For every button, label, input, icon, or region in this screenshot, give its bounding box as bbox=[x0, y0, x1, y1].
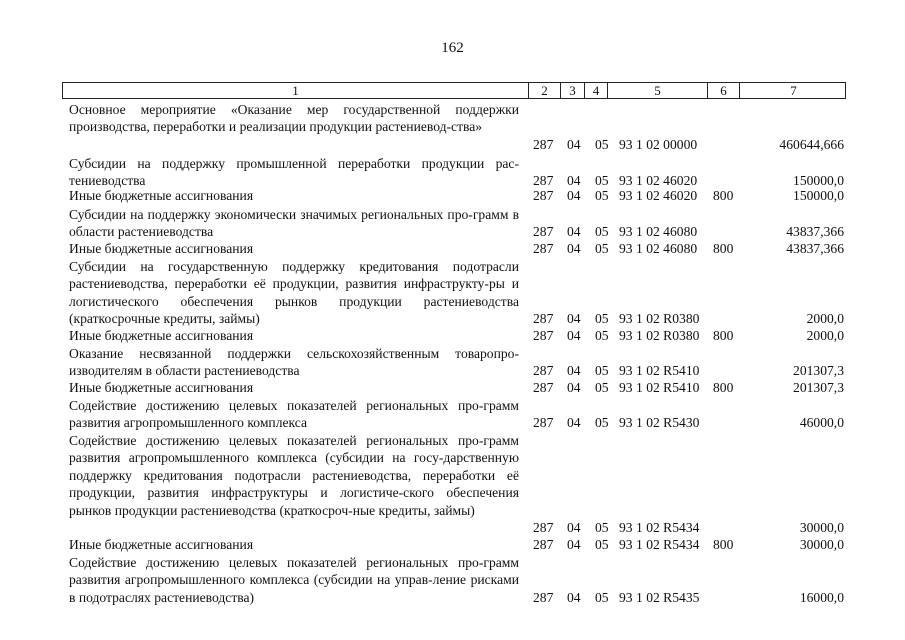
header-col-3: 3 bbox=[561, 83, 585, 98]
col-6-value: 800 bbox=[713, 537, 734, 552]
col-4-value: 05 bbox=[595, 328, 609, 343]
col-5-value: 93 1 02 46020 bbox=[619, 188, 698, 203]
header-col-2: 2 bbox=[529, 83, 561, 98]
row-description: Содействие достижению целевых показателей региональных про-грамм развития агропромышленного комплекса (субсидии на управ-ление рисками в подотраслях растениеводства) bbox=[69, 555, 519, 605]
col-3-value: 04 bbox=[567, 311, 581, 327]
col-2-value: 287 bbox=[533, 380, 554, 395]
col-5-value: 93 1 02 R5434 bbox=[619, 537, 700, 552]
col-7-value: 43837,366 bbox=[786, 241, 844, 256]
col-3-value: 04 bbox=[567, 328, 581, 343]
row-description: Иные бюджетные ассигнования bbox=[69, 241, 254, 256]
col-7-value: 2000,0 bbox=[806, 328, 844, 343]
col-4-value: 05 bbox=[595, 537, 609, 552]
col-5-value: 93 1 02 00000 bbox=[619, 136, 698, 152]
page-number: 162 bbox=[441, 40, 464, 56]
row-description: Субсидии на государственную поддержку кредитования подотрасли растениеводства, переработки её продукции, развития инфраструкту-ры и логистического обеспечения рынков продукции растениеводства (краткосрочные кредиты, займы) bbox=[69, 259, 519, 327]
header-col-1: 1 bbox=[63, 83, 529, 98]
col-7-value: 30000,0 bbox=[799, 520, 844, 535]
col-2-value: 287 bbox=[533, 173, 554, 189]
col-5-value: 93 1 02 R5410 bbox=[619, 380, 700, 395]
col-5-value: 93 1 02 R5410 bbox=[619, 363, 700, 379]
row-description: Иные бюджетные ассигнования bbox=[69, 537, 254, 552]
row-description: Субсидии на поддержку экономически значимых региональных про-грамм в области растениеводства bbox=[69, 207, 519, 240]
col-4-value: 05 bbox=[595, 241, 609, 256]
col-2-value: 287 bbox=[533, 241, 554, 256]
col-5-value: 93 1 02 46020 bbox=[619, 173, 698, 189]
col-4-value: 05 bbox=[595, 415, 609, 431]
row-description: Содействие достижению целевых показателей региональных про-грамм развития агропромышленного комплекса bbox=[69, 398, 519, 431]
col-3-value: 04 bbox=[567, 589, 581, 605]
col-3-value: 04 bbox=[567, 415, 581, 431]
header-col-7: 7 bbox=[790, 83, 797, 98]
col-7-value: 2000,0 bbox=[806, 311, 844, 327]
col-3-value: 04 bbox=[567, 363, 581, 379]
header-col-4: 4 bbox=[585, 83, 608, 98]
col-4-value: 05 bbox=[595, 136, 609, 152]
row-description: Иные бюджетные ассигнования bbox=[69, 188, 254, 203]
col-7-value: 16000,0 bbox=[799, 589, 844, 605]
col-3-value: 04 bbox=[567, 241, 581, 256]
col-4-value: 05 bbox=[595, 589, 609, 605]
col-5-value: 93 1 02 46080 bbox=[619, 241, 698, 256]
col-4-value: 05 bbox=[595, 224, 609, 240]
row-description: Иные бюджетные ассигнования bbox=[69, 328, 254, 343]
col-7-value: 201307,3 bbox=[793, 363, 844, 379]
col-3-value: 04 bbox=[567, 224, 581, 240]
col-7-value: 43837,366 bbox=[786, 224, 844, 240]
col-4-value: 05 bbox=[595, 363, 609, 379]
col-7-value: 46000,0 bbox=[799, 415, 844, 431]
row-description: Оказание несвязанной поддержки сельскохозяйственным товаропро-изводителям в области растениеводства bbox=[69, 346, 519, 379]
col-2-value: 287 bbox=[533, 188, 554, 203]
col-5-value: 93 1 02 R5435 bbox=[619, 589, 700, 605]
col-6-value: 800 bbox=[713, 188, 734, 203]
col-7-value: 460644,666 bbox=[779, 136, 844, 152]
col-2-value: 287 bbox=[533, 589, 554, 605]
col-3-value: 04 bbox=[567, 188, 581, 203]
col-7-value: 201307,3 bbox=[793, 380, 844, 395]
row-description: Содействие достижению целевых показателей региональных про-грамм развития агропромышленного комплекса (субсидии на госу-дарственную поддержку кредитования подотрасли растениеводства, переработки её продукции, развития инфраструктуры и логистиче-ского обеспечения рынков продукции растениеводства (краткосроч-ные кредиты, займы) bbox=[69, 433, 519, 518]
col-5-value: 93 1 02 R0380 bbox=[619, 328, 700, 343]
row-description: Основное мероприятие «Оказание мер государственной поддержки производства, переработки и реализации продукции растениевод-ства» bbox=[69, 102, 519, 135]
col-6-value: 800 bbox=[713, 241, 734, 256]
col-4-value: 05 bbox=[595, 188, 609, 203]
table-header bbox=[62, 82, 846, 99]
header-col-6: 6 bbox=[708, 83, 740, 98]
col-7-value: 150000,0 bbox=[793, 173, 844, 189]
col-4-value: 05 bbox=[595, 380, 609, 395]
col-7-value: 150000,0 bbox=[793, 188, 844, 203]
row-description: Иные бюджетные ассигнования bbox=[69, 380, 254, 395]
col-3-value: 04 bbox=[567, 520, 581, 535]
col-7-value: 30000,0 bbox=[799, 537, 844, 552]
col-6-value: 800 bbox=[713, 328, 734, 343]
col-2-value: 287 bbox=[533, 363, 554, 379]
col-2-value: 287 bbox=[533, 224, 554, 240]
row-description: Субсидии на поддержку промышленной переработки продукции рас-тениеводства bbox=[69, 156, 519, 189]
col-2-value: 287 bbox=[533, 537, 554, 552]
col-4-value: 05 bbox=[595, 173, 609, 189]
col-2-value: 287 bbox=[533, 328, 554, 343]
col-4-value: 05 bbox=[595, 520, 609, 535]
col-2-value: 287 bbox=[533, 520, 554, 535]
col-3-value: 04 bbox=[567, 380, 581, 395]
col-3-value: 04 bbox=[567, 173, 581, 189]
col-6-value: 800 bbox=[713, 380, 734, 395]
col-5-value: 93 1 02 R5430 bbox=[619, 415, 700, 431]
header-col-5: 5 bbox=[608, 83, 708, 98]
col-2-value: 287 bbox=[533, 311, 554, 327]
col-3-value: 04 bbox=[567, 136, 581, 152]
col-4-value: 05 bbox=[595, 311, 609, 327]
col-3-value: 04 bbox=[567, 537, 581, 552]
col-2-value: 287 bbox=[533, 415, 554, 431]
col-5-value: 93 1 02 R0380 bbox=[619, 311, 700, 327]
col-2-value: 287 bbox=[533, 136, 554, 152]
col-5-value: 93 1 02 R5434 bbox=[619, 520, 700, 535]
col-5-value: 93 1 02 46080 bbox=[619, 224, 698, 240]
